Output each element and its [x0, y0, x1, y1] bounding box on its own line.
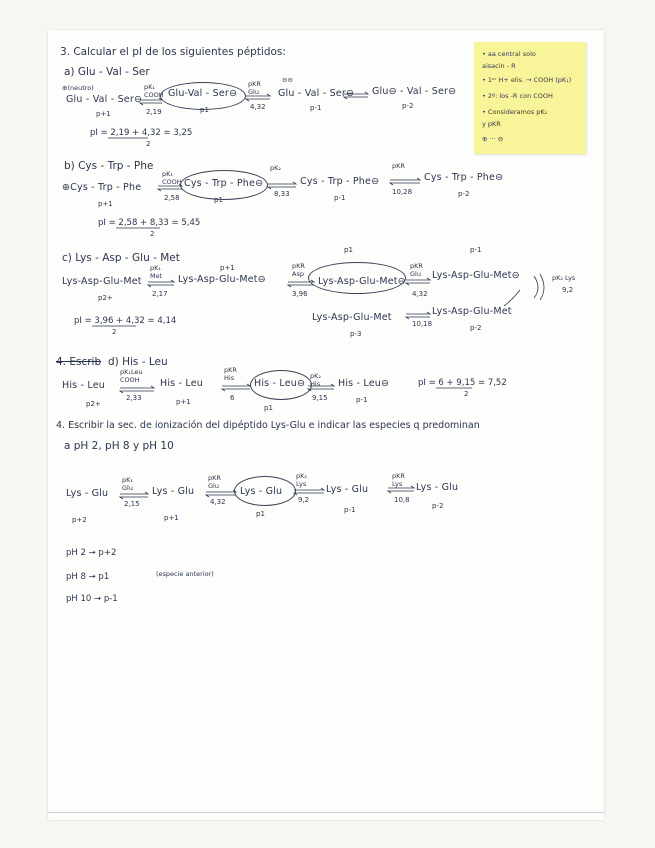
- charge-label: p-2: [458, 190, 470, 198]
- pk-value: 3,96: [292, 290, 308, 298]
- species: Lys-Asp-Glu-Met⊖: [178, 274, 266, 285]
- charge-label: p-1: [334, 194, 346, 202]
- species: Cys - Trp - Phe⊖: [184, 178, 264, 189]
- charge-label: p1: [256, 510, 265, 518]
- species: Lys - Glu: [66, 488, 109, 499]
- charge-label: p+2: [72, 516, 87, 524]
- pk-value: 2,19: [146, 108, 162, 116]
- pk-label: pKR His: [224, 366, 237, 382]
- species: Cys - Trp - Phe⊖: [300, 176, 380, 187]
- charge-marks: ⊖⊖: [282, 76, 293, 84]
- pi-equation: pI = 6 + 9,15 = 7,52: [418, 378, 507, 388]
- pi-denominator: 2: [150, 230, 155, 238]
- charge-label: p1: [200, 106, 209, 114]
- sticky-line: • Consideramos pK₂: [482, 108, 548, 116]
- pk-label: pK₂: [270, 164, 281, 172]
- pk-label: pKR Asp: [292, 262, 305, 278]
- pk-value: 9,2: [562, 286, 574, 294]
- species: Lys-Asp-Glu-Met⊖: [318, 276, 406, 287]
- charge-label: p1: [214, 196, 223, 204]
- pk-label: pK₁ COOH: [144, 83, 164, 99]
- part-b-label: b) Cys - Trp - Phe: [64, 160, 154, 172]
- pi-equation: pI = 2,58 + 8,33 = 5,45: [98, 218, 201, 228]
- charge-label: p-3: [350, 330, 362, 338]
- answer-line: pH 10 → p-1: [66, 594, 118, 604]
- species: Lys-Asp-Glu-Met: [62, 276, 142, 287]
- pk-value: 10,18: [412, 320, 433, 328]
- species: His - Leu⊖: [338, 378, 390, 389]
- species: ⊕Cys - Trp - Phe: [62, 182, 142, 193]
- question-4-title-line2: a pH 2, pH 8 y pH 10: [64, 440, 174, 452]
- species: Lys-Asp-Glu-Met: [312, 312, 392, 323]
- species: His - Leu⊖: [254, 378, 306, 389]
- species: Lys - Glu: [326, 484, 369, 495]
- pk-label: pK₁ COOH: [162, 170, 182, 186]
- pk-label: pKR Lys: [392, 472, 405, 488]
- pk-label: pKR Glu: [410, 262, 423, 278]
- charge-label: p-1: [344, 506, 356, 514]
- charge-label: p+1: [96, 110, 111, 118]
- pk-label: pK₁Leu COOH: [120, 368, 143, 384]
- charge-label: p-1: [470, 246, 482, 254]
- pk-value: 4,32: [412, 290, 428, 298]
- answer-line: pH 8 → p1: [66, 572, 110, 582]
- charge-label: p-2: [470, 324, 482, 332]
- pi-denominator: 2: [464, 390, 469, 398]
- species: Lys-Asp-Glu-Met: [432, 306, 512, 317]
- pk-value: 4,32: [210, 498, 226, 506]
- species: Lys - Glu: [240, 486, 283, 497]
- species: Lys - Glu: [152, 486, 195, 497]
- pk-value: 4,32: [250, 103, 266, 111]
- part-d-label: d) His - Leu: [108, 356, 168, 368]
- pk-value: 2,58: [164, 194, 180, 202]
- pk-label: pK₁ Met: [150, 264, 163, 280]
- pk-value: 6: [230, 394, 235, 402]
- charge-label: p2+: [98, 294, 113, 302]
- charge-label: p+1: [164, 514, 179, 522]
- sticky-line: • 1ᵉʳ H+ elis. → COOH (pK₁): [482, 76, 572, 84]
- pk-label: pK₁ Glu: [122, 476, 133, 492]
- species: Lys-Asp-Glu-Met⊖: [432, 270, 520, 281]
- sticky-line: ⊕ ··· ⊖: [482, 135, 504, 143]
- pk-value: 8,33: [274, 190, 290, 198]
- pk-value: 10,28: [392, 188, 413, 196]
- answer-line: pH 2 → p+2: [66, 548, 117, 558]
- species: Glu - Val - Ser⊖: [66, 94, 143, 105]
- charge-label: p1: [264, 404, 273, 412]
- pk-value: 10,8: [394, 496, 410, 504]
- charge-label: p-2: [402, 102, 414, 110]
- charge-label: p+1: [176, 398, 191, 406]
- pk-value: 9,15: [312, 394, 328, 402]
- pk-value: 9,2: [298, 496, 310, 504]
- species: His - Leu: [160, 378, 203, 389]
- charge-label: p-1: [310, 104, 322, 112]
- charge-label: p-2: [432, 502, 444, 510]
- pk-label: pK₂ Lys: [296, 472, 307, 488]
- struck-text: 4. Escrib: [56, 356, 102, 368]
- pk-value: 2,15: [124, 500, 140, 508]
- answer-note: (especie anterior): [156, 570, 214, 578]
- species: Lys - Glu: [416, 482, 459, 493]
- pi-equation: pI = 3,96 + 4,32 = 4,14: [74, 316, 177, 326]
- charge-label: p1: [344, 246, 353, 254]
- question-3-title: 3. Calcular el pI de los siguientes péptidos:: [60, 46, 286, 58]
- sticky-line: y pKR: [482, 120, 501, 128]
- sticky-line: • aa central solo: [482, 50, 536, 58]
- part-a-pre: ⊕(neutro): [62, 84, 94, 92]
- pk-value: 2,33: [126, 394, 142, 402]
- pi-equation: pI = 2,19 + 4,32 = 3,25: [90, 128, 193, 138]
- pi-denominator: 2: [112, 328, 117, 336]
- pk-label: pKR: [392, 162, 405, 170]
- question-4-title: 4. Escribir la sec. de ionización del dipéptido Lys-Glu e indicar las especies q predominan: [56, 420, 480, 431]
- sticky-line: aisacin - R: [482, 62, 516, 70]
- pi-denominator: 2: [146, 140, 151, 148]
- species: His - Leu: [62, 380, 105, 391]
- pk-label: pKR Glu: [248, 80, 261, 96]
- part-c-label: c) Lys - Asp - Glu - Met: [62, 252, 180, 264]
- species: Glu-Val - Ser⊖: [168, 88, 238, 99]
- charge-label: p-1: [356, 396, 368, 404]
- pk-value: 2,17: [152, 290, 168, 298]
- pk-label: pK₂ His: [310, 372, 321, 388]
- charge-label: p+1: [220, 264, 235, 272]
- sticky-line: • 2º: los -R con COOH: [482, 92, 553, 100]
- pk-label: pKR Glu: [208, 474, 221, 490]
- part-a-label: a) Glu - Val - Ser: [64, 66, 150, 78]
- species: Glu - Val - Ser⊖: [278, 88, 355, 99]
- species: Cys - Trp - Phe⊖: [424, 172, 504, 183]
- species: Glu⊖ - Val - Ser⊖: [372, 86, 457, 97]
- charge-label: p2+: [86, 400, 101, 408]
- pk-label: pK₂ Lys: [552, 274, 576, 282]
- charge-label: p+1: [98, 200, 113, 208]
